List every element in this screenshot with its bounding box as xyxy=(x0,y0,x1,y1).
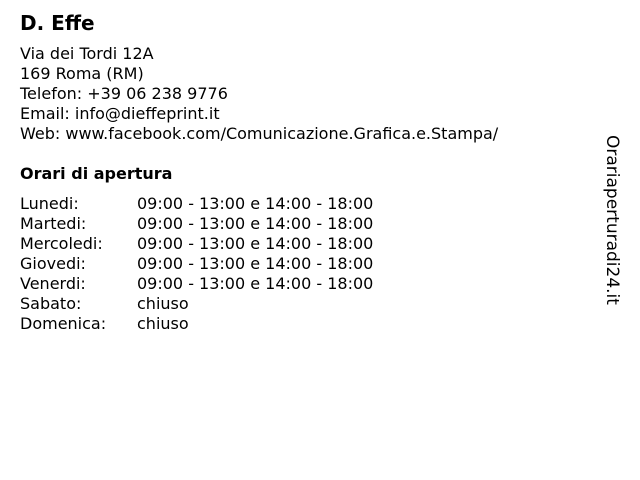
day-label: Giovedi: xyxy=(20,254,86,273)
hours-value: 09:00 - 13:00 e 14:00 - 18:00 xyxy=(137,274,374,293)
hours-value: 09:00 - 13:00 e 14:00 - 18:00 xyxy=(137,214,374,233)
hours-row-thursday xyxy=(20,254,600,274)
opening-hours-table xyxy=(20,194,600,334)
hours-value: 09:00 - 13:00 e 14:00 - 18:00 xyxy=(137,254,374,273)
site-watermark: Orariaperturadi24.it xyxy=(602,135,622,305)
hours-value: chiuso xyxy=(137,294,189,313)
day-label: Venerdi: xyxy=(20,274,86,293)
email-line: Email: info@dieffeprint.it xyxy=(20,104,220,123)
hours-row-tuesday xyxy=(20,214,600,234)
hours-row-wednesday xyxy=(20,234,600,254)
day-label: Domenica: xyxy=(20,314,107,333)
hours-row-saturday xyxy=(20,294,600,314)
hours-value: 09:00 - 13:00 e 14:00 - 18:00 xyxy=(137,194,374,213)
day-label: Sabato: xyxy=(20,294,82,313)
business-card xyxy=(20,10,600,334)
address-line: Via dei Tordi 12A xyxy=(20,44,154,63)
hours-row-friday xyxy=(20,274,600,294)
hours-row-sunday xyxy=(20,314,600,334)
hours-value: 09:00 - 13:00 e 14:00 - 18:00 xyxy=(137,234,374,253)
web-line: Web: www.facebook.com/Comunicazione.Grafica.e.Stampa/ xyxy=(20,124,499,143)
business-name: D. Effe xyxy=(20,11,95,35)
hours-row-monday xyxy=(20,194,600,214)
day-label: Lunedi: xyxy=(20,194,79,213)
day-label: Mercoledi: xyxy=(20,234,103,253)
city-line: 169 Roma (RM) xyxy=(20,64,144,83)
opening-hours-heading: Orari di apertura xyxy=(20,164,173,183)
hours-value: chiuso xyxy=(137,314,189,333)
day-label: Martedi: xyxy=(20,214,87,233)
phone-line: Telefon: +39 06 238 9776 xyxy=(20,84,228,103)
